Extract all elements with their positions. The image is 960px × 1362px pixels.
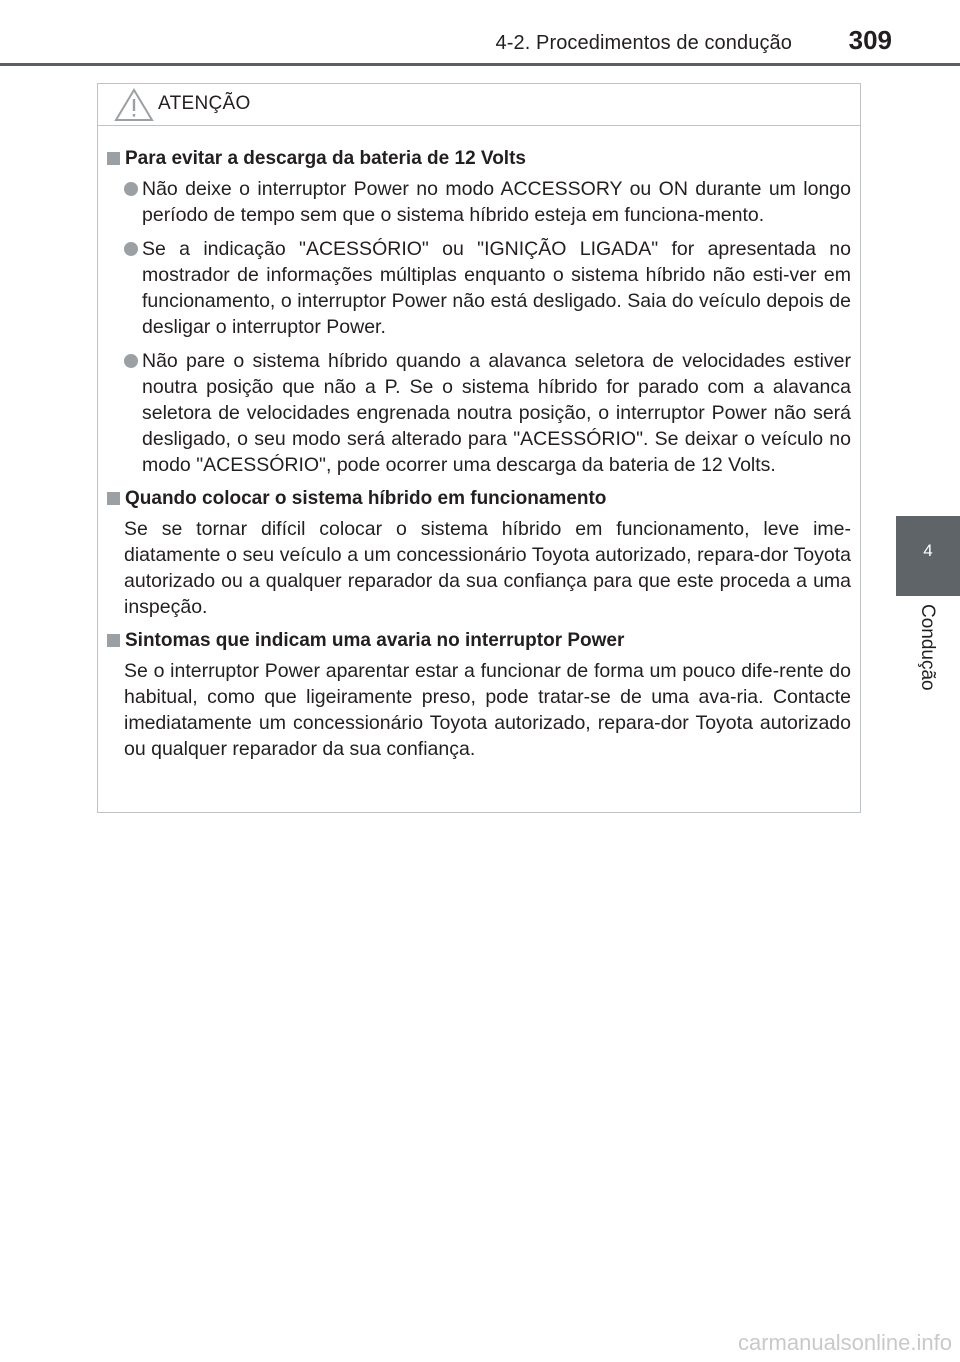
list-item-text: Não deixe o interruptor Power no modo ACCESSORY ou ON durante um longo período de tempo sem que o sistema híbrido esteja em funciona-mento. bbox=[142, 178, 851, 226]
section-heading-battery bbox=[107, 146, 851, 172]
chapter-tab-label: Condução bbox=[917, 604, 938, 691]
list-item bbox=[107, 236, 851, 340]
page-number: 309 bbox=[848, 25, 892, 55]
list-item bbox=[107, 176, 851, 228]
warning-title: ATENÇÃO bbox=[158, 93, 251, 114]
round-bullet-icon bbox=[124, 354, 138, 368]
section-paragraph: Se se tornar difícil colocar o sistema híbrido em funcionamento, leve ime-diatamente o seu veículo a um concessionário Toyota autorizado, repara-dor Toyota autorizado ou a qualquer reparador da sua confiança para que este proceda a uma inspeção. bbox=[124, 518, 851, 618]
square-bullet-icon bbox=[107, 634, 120, 647]
section-paragraph: Se o interruptor Power aparentar estar a funcionar de forma um pouco dife-rente do habitual, como que ligeiramente preso, pode tratar-se de uma ava-ria. Contacte imediatamente um concessionário Toyota autorizado, repara-dor Toyota autorizado ou qualquer reparador da sua confiança. bbox=[124, 660, 851, 760]
section-heading-text: Para evitar a descarga da bateria de 12 Volts bbox=[125, 148, 526, 169]
header-divider bbox=[0, 63, 960, 66]
round-bullet-icon bbox=[124, 182, 138, 196]
round-bullet-icon bbox=[124, 242, 138, 256]
section-heading-starting bbox=[107, 486, 851, 512]
square-bullet-icon bbox=[107, 492, 120, 505]
warning-header bbox=[98, 84, 860, 126]
list-item bbox=[107, 348, 851, 478]
section-heading-text: Sintomas que indicam uma avaria no interruptor Power bbox=[125, 630, 625, 651]
section-heading-malfunction bbox=[107, 628, 851, 654]
watermark: carmanualsonline.info bbox=[737, 1330, 952, 1355]
warning-body bbox=[98, 126, 860, 762]
section-heading-text: Quando colocar o sistema híbrido em funcionamento bbox=[125, 488, 607, 509]
square-bullet-icon bbox=[107, 152, 120, 165]
header-section-title: 4-2. Procedimentos de condução bbox=[495, 32, 792, 54]
list-item-text: Se a indicação "ACESSÓRIO" ou "IGNIÇÃO LIGADA" for apresentada no mostrador de informações múltiplas enquanto o sistema híbrido não esti-ver em funcionamento, o interruptor Power não está desligado. Saia do veículo depois de desligar o interruptor Power. bbox=[142, 238, 851, 338]
chapter-tab-number: 4 bbox=[923, 541, 933, 560]
list-item-text: Não pare o sistema híbrido quando a alavanca seletora de velocidades estiver noutra posição que não a P. Se o sistema híbrido for parado com a alavanca seletora de velocidades engrenada noutra posição, o interruptor Power não será desligado, o seu modo será alterado para "ACESSÓRIO". Se deixar o veículo no modo "ACESSÓRIO", pode ocorrer uma descarga da bateria de 12 Volts. bbox=[142, 350, 851, 476]
warning-box bbox=[97, 83, 861, 813]
warning-triangle-icon bbox=[114, 88, 154, 122]
